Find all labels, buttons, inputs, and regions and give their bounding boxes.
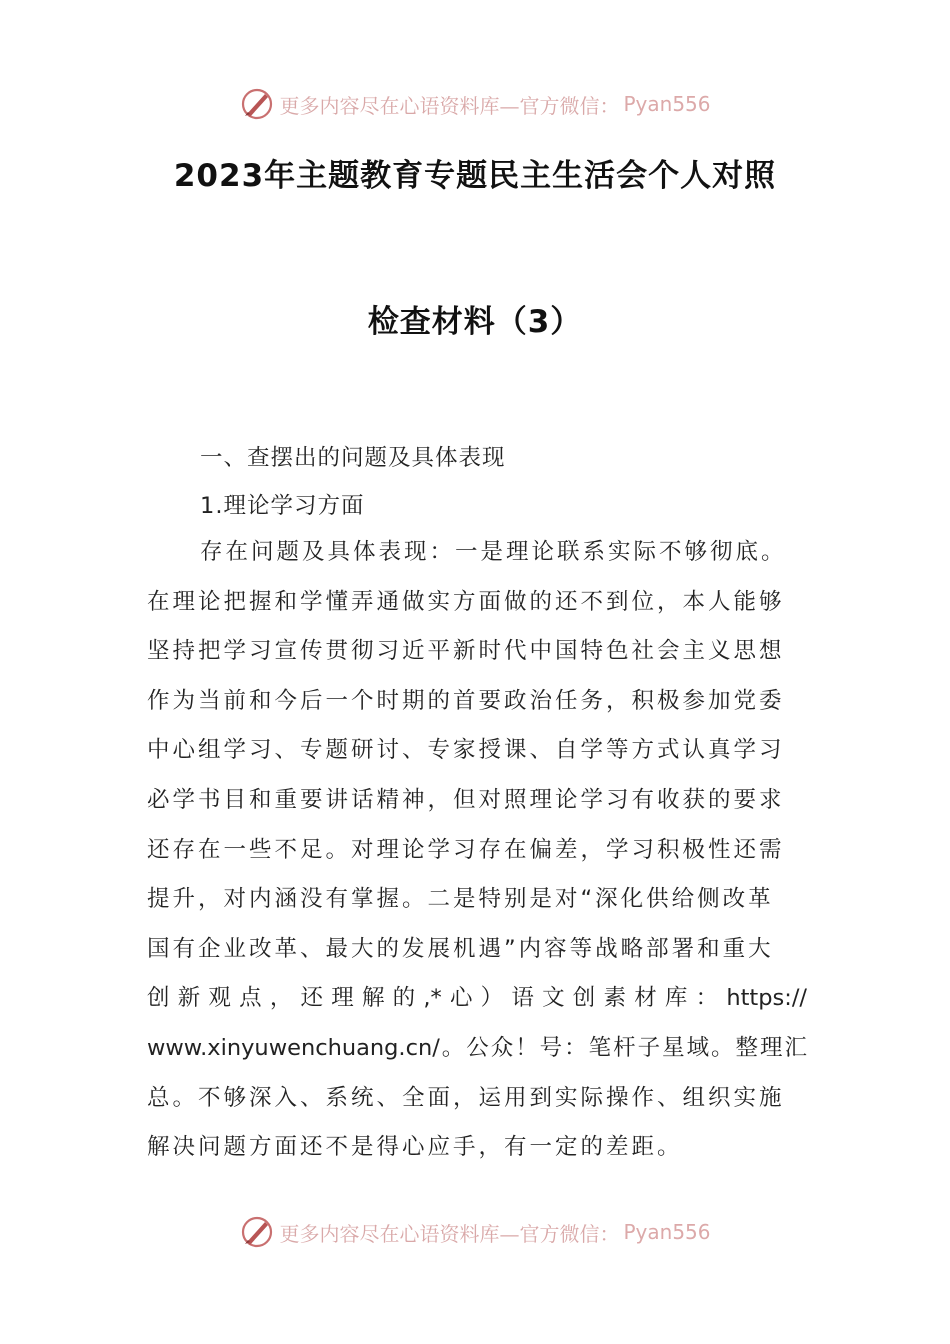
pen-logo-icon <box>239 1214 275 1250</box>
sub-heading: 1.理论学习方面 <box>200 493 365 519</box>
watermark-header <box>0 84 950 124</box>
watermark-footer <box>0 1212 950 1252</box>
paragraph-line: 创新观点，还理解的,*心）语文创素材库：https:// <box>147 985 807 1012</box>
paragraph-line: 作为当前和今后一个时期的首要政治任务，积极参加党委 <box>147 687 785 714</box>
paragraph-line: 解决问题方面还不是得心应手，有一定的差距。 <box>147 1134 683 1161</box>
body-paragraph <box>147 528 807 1173</box>
paragraph-line: 存在问题及具体表现：一是理论联系实际不够彻底。 <box>200 539 787 565</box>
paragraph-line: 国有企业改革、最大的发展机遇”内容等战略部署和重大 <box>147 935 774 962</box>
section-heading: 一、查摆出的问题及具体表现 <box>200 445 506 471</box>
pen-logo-icon <box>239 86 275 122</box>
paragraph-line: 坚持把学习宣传贯彻习近平新时代中国特色社会主义思想 <box>147 638 785 665</box>
paragraph-line: 中心组学习、专题研讨、专家授课、自学等方式认真学习 <box>147 737 785 764</box>
watermark-text: 更多内容尽在心语资料库—官方微信： <box>279 93 620 118</box>
document-title-line-1: 2023年主题教育专题民主生活会个人对照 <box>173 158 777 194</box>
paragraph-line: www.xinyuwenchuang.cn/。公众！号：笔杆子星域。整理汇 <box>147 1034 807 1061</box>
paragraph-line: 必学书目和重要讲话精神，但对照理论学习有收获的要求 <box>147 786 785 813</box>
paragraph-line: 提升，对内涵没有掌握。二是特别是对“深化供给侧改革 <box>147 886 774 913</box>
document-title-line-2: 检查材料（3） <box>367 304 583 340</box>
paragraph-line: 在理论把握和学懂弄通做实方面做的还不到位，本人能够 <box>147 588 785 615</box>
watermark-wechat-id: Pyan556 <box>623 92 711 116</box>
paragraph-line: 总。不够深入、系统、全面，运用到实际操作、组织实施 <box>147 1084 785 1111</box>
watermark-wechat-id: Pyan556 <box>623 1220 711 1244</box>
paragraph-line: 还存在一些不足。对理论学习存在偏差，学习积极性还需 <box>147 836 785 863</box>
watermark-text: 更多内容尽在心语资料库—官方微信： <box>279 1221 620 1246</box>
